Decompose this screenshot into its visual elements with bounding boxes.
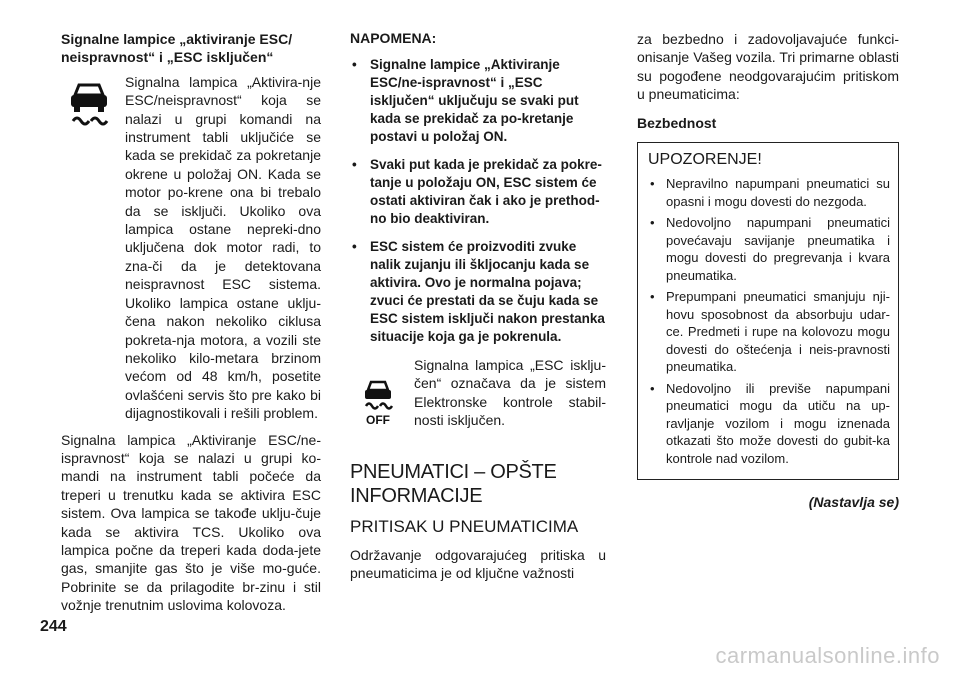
watermark: carmanualsonline.info — [715, 643, 940, 668]
tires-heading: PNEUMATICI – OPŠTE INFORMACIJE — [350, 460, 557, 507]
esc-paragraph-2: Signalna lampica „Aktiviranje ESC/ne-ispravnost“ koja se nalazi u grupi ko-mandi na instrument tabli počeće da treperi u trenutku kada se aktivira ESC sistem. Ova lampica se takođe uklju-čuje kada se aktivira TCS. Ukoliko ova lampica počne da treperi kada doda-jete gas, smanjite gas što je više mo-guće. Pobrinite se da prilagodite br-zinu i stil vožnje trenutnim uslovima kolovoza. — [61, 431, 321, 614]
warning-item: • Nedovoljno napumpani pneumatici povećavaju savijanje pneumatika i mogu dovesti do pregrevanja i kvara pneumatika. — [648, 214, 890, 284]
note-item: • Signalne lampice „Aktiviranje ESC/ne-ispravnost“ i „ESC isključen“ uključuju se svaki put kada se prekidač za po-kretanje postavi u položaj ON. — [350, 56, 606, 146]
column-middle — [350, 30, 606, 582]
esc-skid-car-icon — [61, 73, 117, 142]
tire-pressure-heading: PRITISAK U PNEUMATICIMA — [350, 516, 579, 536]
page-number: 244 — [40, 618, 67, 635]
esc-paragraph-1: Signalna lampica „Aktivira-nje ESC/neispravnost“ koja se nalazi u grupi komandi na instrument tabli uključiće se kada se prekidač za pokretanje okrene u položaj ON. Kada se motor po-krene ona bi trebalo da se isključi. Ukoliko ova lampica ostane nepreki-dno uključena dok motor radi, to zna-či da je detektovana neispravnost ESC sistema. Ukoliko lampica ostane uklju-čena nakon nekoliko ciklusa pokreta-nja motora, a vozili ste nekoliko kilo-metara brzinom većom od 48 km/h, posetite ovlašćeni servis što pre kako bi dijagnostikovali i rešili problem. — [125, 73, 321, 422]
warning-item: • Nedovoljno ili previše napumpani pneumatici mogu da utiču na up-ravljanje vozilom i mogu iznenada otkazati što može dovesti do gubit-ka kontrole nad vozilom. — [648, 380, 890, 468]
esc-off-text: Signalna lampica „ESC isklju-čen“ označava da je sistem Elektronske kontrole stabil-nosti isključen. — [414, 357, 606, 429]
esc-indicator-paragraph — [61, 73, 321, 423]
note-title: NAPOMENA: — [350, 30, 437, 46]
note-list — [350, 56, 606, 346]
note-item: • Svaki put kada je prekidač za pokre-tanje u položaju ON, ESC sistem će ostati aktiviran čak i ako je prethod-no bio deaktiviran. — [350, 156, 606, 228]
tire-pressure-paragraph: Održavanje odgovarajućeg pritiska u pneumaticima je od ključne važnosti — [350, 546, 606, 582]
continued-label: (Nastavlja se) — [808, 494, 899, 511]
note-item: • ESC sistem će proizvoditi zvuke nalik zujanju ili škljocanju kada se aktivira. Ovo je normalna pojava; zvuci će prestati da se čuju kada se ESC sistem isključi nakon prestanka situacije koja ga je pokrenula. — [350, 238, 606, 346]
esc-off-paragraph — [350, 356, 606, 430]
safety-subheading: Bezbednost — [637, 114, 717, 131]
warning-item: • Nepravilno napumpani pneumatici su opasni i mogu dovesti do nezgoda. — [648, 175, 890, 210]
column-left — [61, 30, 321, 615]
off-label: OFF — [366, 413, 390, 427]
tire-pressure-continued: za bezbedno i zadovoljavajuće funkci-onisanje Vašeg vozila. Tri primarne oblasti su pogođene neodgovarajućim pritiskom u pneumaticima: — [637, 31, 899, 103]
warning-list — [648, 175, 890, 467]
warning-title: UPOZORENJE! — [648, 151, 762, 169]
warning-box — [637, 142, 899, 480]
esc-off-icon — [350, 376, 406, 435]
warning-item: • Prepumpani pneumatici smanjuju nji-hovu sposobnost da absorbuju udar-ce. Predmeti i rupe na kolovozu mogu dovesti do oštećenja i neis-pravnosti pneumatika. — [648, 288, 890, 376]
esc-section-heading: Signalne lampice „aktiviranje ESC/ neispravnost“ i „ESC isključen“ — [61, 31, 293, 66]
column-right — [637, 30, 899, 510]
